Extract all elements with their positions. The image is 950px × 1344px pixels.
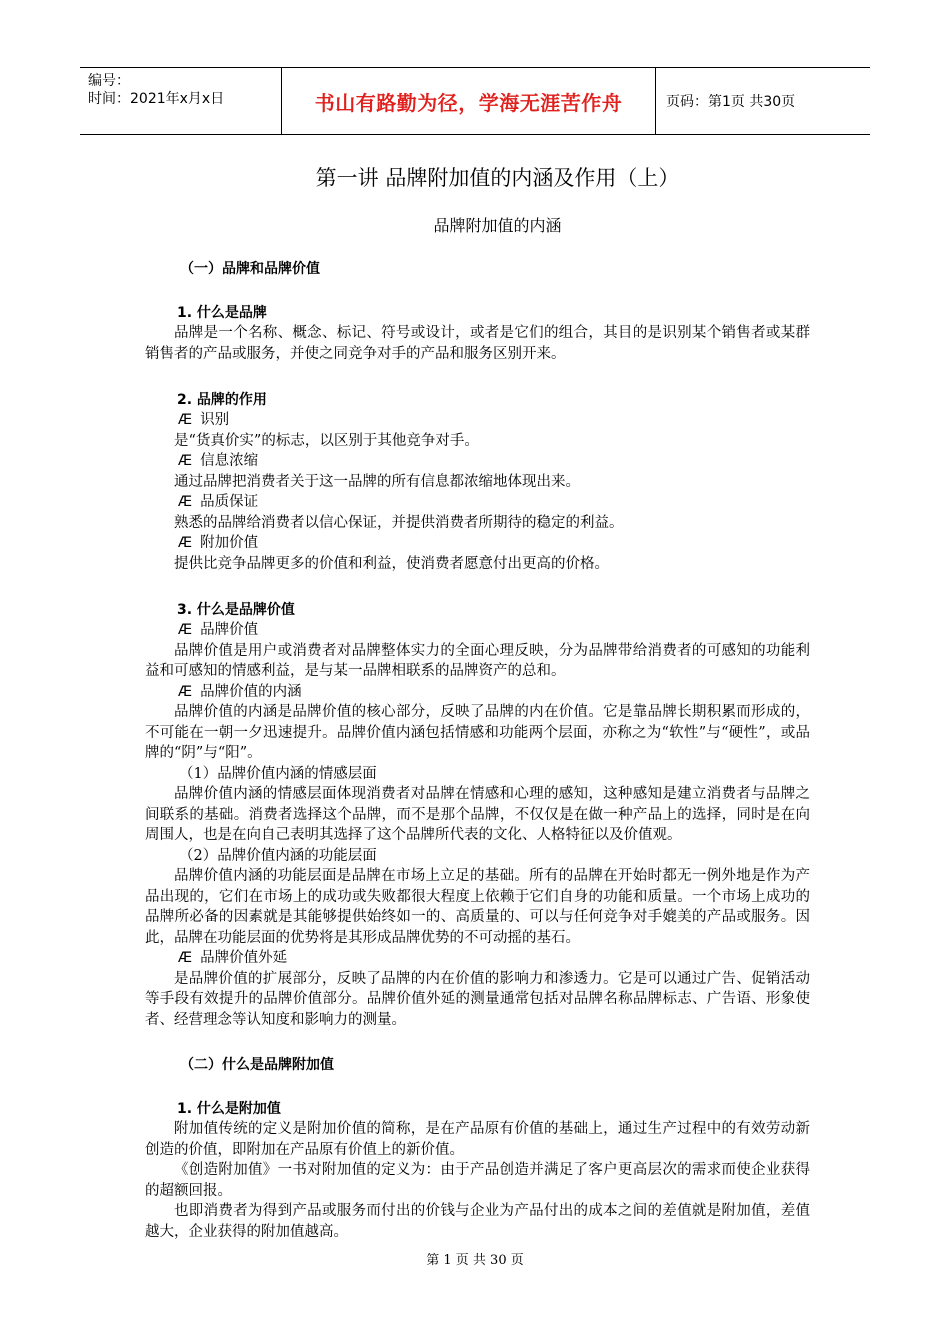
bullet-label: 品质保证 bbox=[200, 494, 259, 510]
paragraph: 品牌价值内涵的功能层面是品牌在市场上立足的基础。所有的品牌在开始时都无一例外地是作为产品出现的，它们在市场上的成功或失败都很大程度上依赖于它们自身的功能和质量。一个市场上成功的品牌所必备的因素就是其能够提供始终如一的、高质量的、可以与任何竞争对手媲美的产品或服务。因此，品牌在功能层面的优势将是其形成品牌优势的不可动摇的基石。 bbox=[145, 868, 810, 946]
bullet-icon: Æ bbox=[178, 412, 193, 428]
bullet-icon: Æ bbox=[178, 535, 193, 551]
header-page-info: 页码：第1页 共30页 bbox=[666, 94, 796, 110]
paragraph: 是“货真价实”的标志，以区别于其他竞争对手。 bbox=[174, 432, 479, 449]
bullet-item bbox=[145, 451, 810, 472]
page-header bbox=[80, 67, 870, 135]
subsection-heading: 3. 什么是品牌价值 bbox=[177, 602, 295, 618]
header-meta bbox=[80, 68, 282, 134]
paragraph: 是品牌价值的扩展部分，反映了品牌的内在价值的影响力和渗透力。它是可以通过广告、促销活动等手段有效提升的品牌价值部分。品牌价值外延的测量通常包括对品牌名称品牌标志、广告语、形象使者、经营理念等认知度和影响力的测量。 bbox=[145, 970, 810, 1028]
bullet-label: 品牌价值的内涵 bbox=[200, 683, 302, 700]
paragraph: 提供比竞争品牌更多的价值和利益，使消费者愿意付出更高的价格。 bbox=[174, 555, 609, 572]
paragraph: 附加值传统的定义是附加价值的简称，是在产品原有价值的基础上，通过生产过程中的有效劳动新创造的价值，即附加在产品原有价值上的新价值。 bbox=[145, 1121, 810, 1158]
bullet-label: 品牌价值外延 bbox=[200, 950, 288, 966]
subsection-heading: 2. 品牌的作用 bbox=[177, 392, 267, 408]
page-footer: 第 1 页 共 30 页 bbox=[426, 1253, 524, 1268]
numbered-subheading: （1）品牌价值内涵的情感层面 bbox=[179, 765, 377, 782]
numbered-subheading: （2）品牌价值内涵的功能层面 bbox=[179, 847, 377, 864]
bullet-item bbox=[145, 533, 810, 554]
number-label: 编号： bbox=[88, 73, 130, 89]
paragraph: 《创造附加值》一书对附加值的定义为：由于产品创造并满足了客户更高层次的需求而使企业获得的超额回报。 bbox=[145, 1162, 810, 1199]
bullet-label: 品牌价值 bbox=[200, 622, 259, 638]
bullet-item bbox=[145, 492, 810, 513]
bullet-label: 信息浓缩 bbox=[200, 453, 259, 469]
bullet-label: 附加价值 bbox=[200, 535, 259, 551]
bullet-icon: Æ bbox=[178, 494, 193, 510]
section-heading: （一）品牌和品牌价值 bbox=[180, 261, 320, 277]
bullet-item bbox=[145, 620, 810, 641]
bullet-label: 识别 bbox=[200, 412, 230, 428]
bullet-icon: Æ bbox=[178, 950, 193, 966]
subsection-heading: 1. 什么是品牌 bbox=[177, 305, 267, 321]
bullet-item bbox=[145, 948, 810, 969]
time-label: 时间：2021年x月x日 bbox=[88, 91, 225, 107]
paragraph: 通过品牌把消费者关于这一品牌的所有信息都浓缩地体现出来。 bbox=[174, 473, 580, 490]
document-body bbox=[145, 150, 810, 1242]
paragraph: 品牌价值内涵的情感层面体现消费者对品牌在情感和心理的感知，这种感知是建立消费者与品牌之间联系的基础。消费者选择这个品牌，而不是那个品牌，不仅仅是在做一种产品上的选择，同时是在向周围人，也是在向自己表明其选择了这个品牌所代表的文化、人格特征以及价值观。 bbox=[145, 786, 810, 843]
bullet-item bbox=[145, 410, 810, 431]
section-heading: （二）什么是品牌附加值 bbox=[180, 1057, 334, 1073]
document-title: 第一讲 品牌附加值的内涵及作用（上） bbox=[315, 166, 680, 190]
paragraph: 品牌是一个名称、概念、标记、符号或设计，或者是它们的组合，其目的是识别某个销售者或某群销售者的产品或服务，并使之同竞争对手的产品和服务区别开来。 bbox=[145, 325, 810, 362]
paragraph: 也即消费者为得到产品或服务而付出的价钱与企业为产品付出的成本之间的差值就是附加值，差值越大，企业获得的附加值越高。 bbox=[145, 1203, 810, 1240]
bullet-item bbox=[145, 682, 810, 703]
paragraph: 熟悉的品牌给消费者以信心保证，并提供消费者所期待的稳定的利益。 bbox=[174, 514, 624, 531]
paragraph: 品牌价值是用户或消费者对品牌整体实力的全面心理反映，分为品牌带给消费者的可感知的功能利益和可感知的情感利益，是与某一品牌相联系的品牌资产的总和。 bbox=[145, 642, 810, 679]
paragraph: 品牌价值的内涵是品牌价值的核心部分，反映了品牌的内在价值。它是靠品牌长期积累而形成的，不可能在一朝一夕迅速提升。品牌价值内涵包括情感和功能两个层面，亦称之为“软性”与“硬性”，或品牌的“阴”与“阳”。 bbox=[145, 704, 810, 761]
bullet-icon: Æ bbox=[178, 622, 193, 638]
document-subtitle: 品牌附加值的内涵 bbox=[433, 216, 562, 235]
subsection-heading: 1. 什么是附加值 bbox=[177, 1101, 281, 1117]
header-motto: 书山有路勤为径，学海无涯苦作舟 bbox=[282, 68, 656, 134]
bullet-icon: Æ bbox=[178, 453, 193, 469]
bullet-icon: Æ bbox=[178, 683, 193, 700]
